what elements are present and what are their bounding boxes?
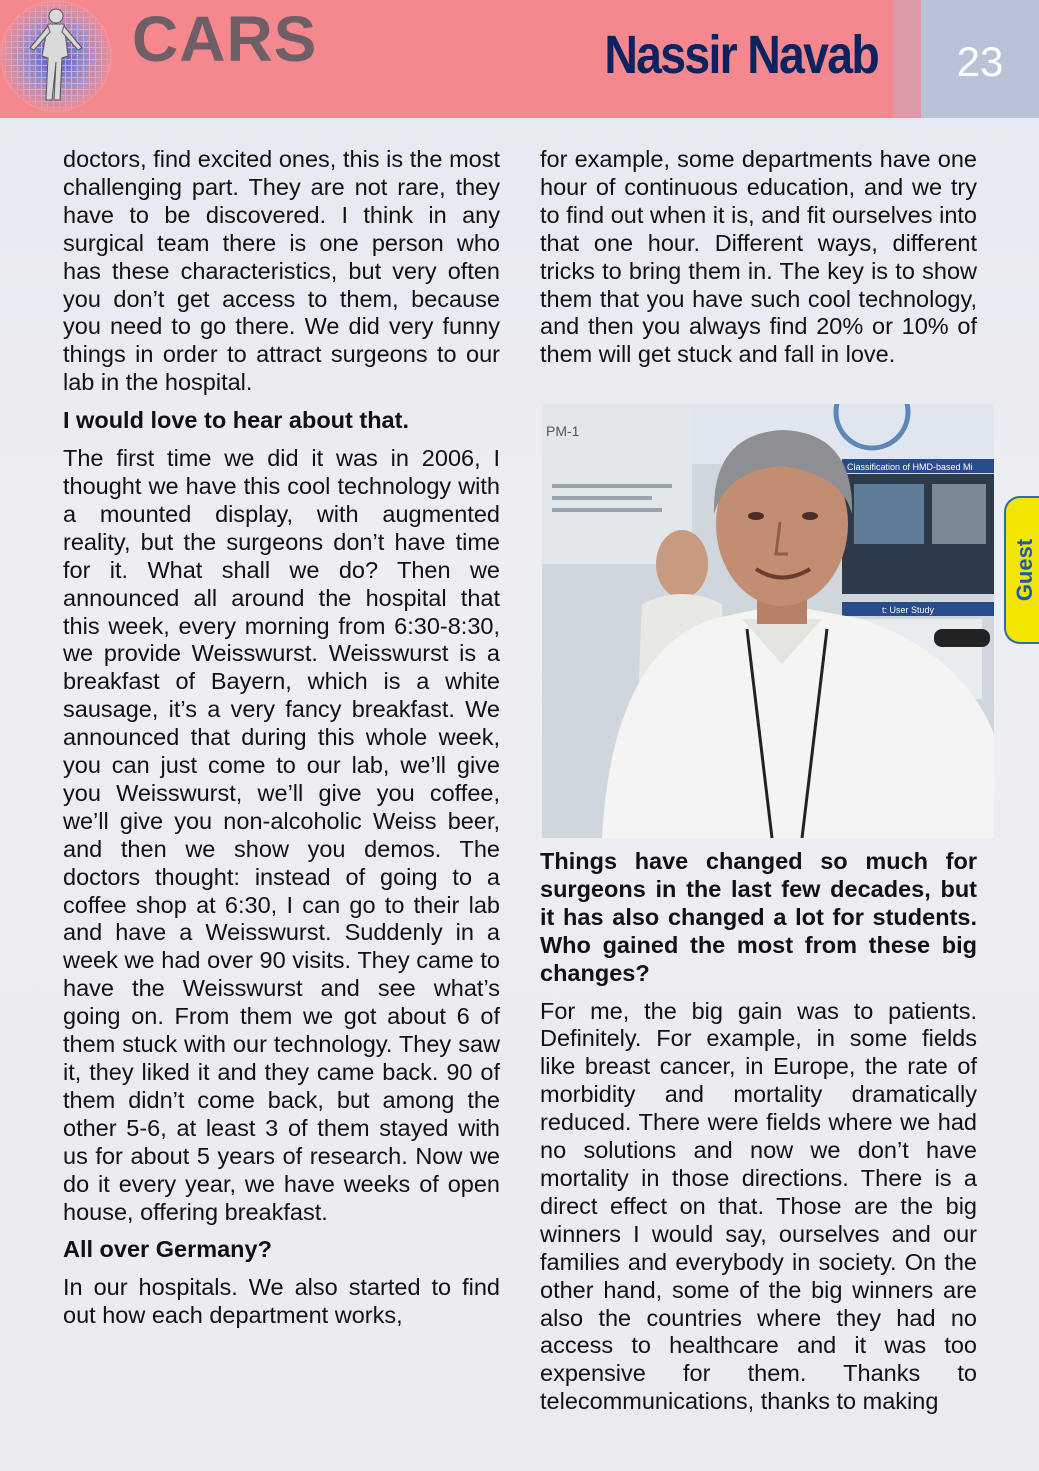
page-number: 23 (956, 38, 1004, 85)
left-text-column (63, 146, 500, 1340)
header-banner (0, 0, 893, 118)
interview-question: Things have changed so much for surgeons in the last few decades, but it has also changed a lot for students. Who gained the most from these big changes? (540, 848, 977, 986)
paragraph: For me, the big gain was to patients. Definitely. For example, in some fields like breast cancer, in Europe, the rate of morbidity and mortality dramatically reduced. There were fields where we had no solutions and now we don’t have mortality in those directions. There is a direct effect on that. Those are the big winners I would say, ourselves and our families and everybody in society. On the other hand, some of the big winners are also the countries where they had no access to healthcare and it was too expensive for them. Thanks to telecommunications, thanks to making (540, 997, 977, 1415)
right-text-column-top (540, 146, 977, 379)
interview-question: I would love to hear about that. (63, 407, 409, 434)
poster-label: t: User Study (882, 605, 935, 615)
poster-label: Classification of HMD-based Mi (847, 462, 973, 472)
interview-question: All over Germany? (63, 1236, 272, 1263)
paragraph: The first time we did it was in 2006, I thought we have this cool technology with a mounted display, with augmented reality, but the surgeons don’t have time for it. What shall we do? Then we announced all around the hospital that this week, every morning from 6:30-8:30, we provide Weisswurst. Weisswurst is a breakfast of Bayern, which is a white sausage, it’s a very fancy breakfast. We announced that during this whole week, you can just come to our lab, we’ll give you Weisswurst, we’ll give you coffee, we’ll give you non-alcoholic Weiss beer, and then we show you demos. The doctors thought: instead of going to a coffee shop at 6:30, I can go to their lab and have a Weisswurst. Suddenly in a week we had over 90 visits. They came to have the Weisswurst and see what’s going on. From them we got about 6 of them stuck with our technology. They saw it, they liked it and they came back. 90 of them didn’t come back, but among the other 5-6, at least 3 of them stayed with us for about 5 years of research. Now we do it every year, we have weeks of open house, offering breakfast. (63, 445, 500, 1225)
guest-portrait-photo (542, 404, 994, 838)
cars-logo-icon (0, 0, 112, 112)
guest-section-tab (1004, 496, 1039, 644)
guest-tab-label: Guest (1012, 538, 1037, 602)
header-divider (893, 0, 921, 118)
page-number-box (921, 0, 1039, 118)
right-text-column-bottom (540, 848, 977, 1426)
portrait-illustration (542, 404, 994, 838)
paragraph: doctors, find excited ones, this is the most challenging part. They are not rare, they have to be discovered. I think in any surgical team there is one person who has these characteristics, but very often you don’t get access to them, because you need to go there. We did very funny things in order to attract surgeons to our lab in the hospital. (63, 146, 500, 396)
guest-name-title: Nassir Navab (604, 25, 878, 85)
paragraph: for example, some departments have one hour of continuous education, and we try to find out when it is, and fit ourselves into that one hour. Different ways, different tricks to bring them in. The key is to show them that you have such cool technology, and then you always find 20% or 10% of them will get stuck and fall in love. (540, 146, 977, 368)
poster-label: PM-1 (546, 423, 580, 439)
brand-name: CARS (132, 3, 318, 75)
paragraph: In our hospitals. We also started to find out how each department works, (63, 1274, 500, 1329)
